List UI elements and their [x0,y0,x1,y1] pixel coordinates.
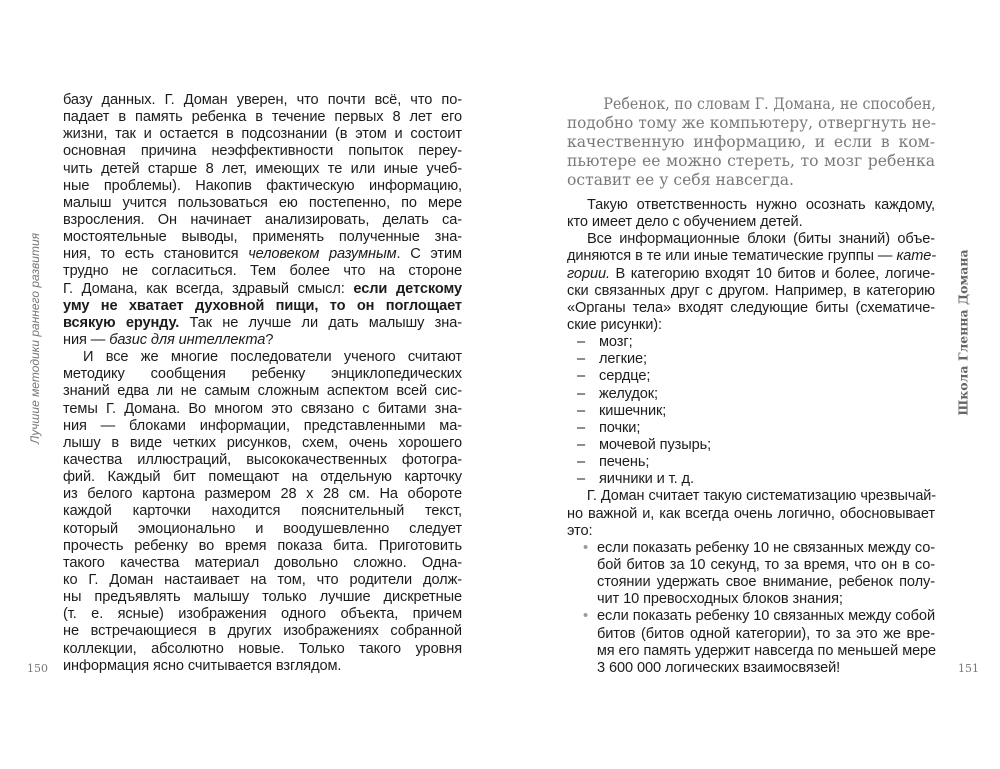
italic-text: базис для интеллекта [109,331,266,348]
text-segment: Все информационные блоки (биты знаний) объе- [587,231,935,248]
text-line [567,506,935,523]
text-segment: лышу в виде четких рисунков, схем, очень хорошего [63,434,462,451]
text-segment: ? [265,331,274,348]
bullet-item-continuation [567,591,935,608]
text-line [567,317,935,334]
text-segment: И все же многие последователи ученого считают [83,349,462,366]
text-segment: который эмоционально и воодушевленно следует [63,520,462,537]
text-segment: ния — [63,331,110,348]
list-item [567,351,935,368]
text-segment: почки; [599,419,641,436]
text-line [63,418,462,435]
text-line [63,486,462,503]
text-line [63,555,462,572]
text-segment: Такую ответственность нужно осознать каждому, [587,197,935,213]
text-line [63,126,462,143]
text-line [567,197,935,214]
bullet-icon: • [583,539,589,556]
text-segment: ния — блоками информации, представленными ма- [63,417,462,434]
text-line [63,589,462,606]
text-segment: Так не лучше ли дать малышу зна- [179,314,462,331]
text-segment: Г. Домана, как всегда, здравый смысл: [63,280,354,297]
text-segment: каждой карточки находится пояснительный текст, [63,503,462,520]
text-segment: ные проблемы). Накопив фактическую информацию, [63,177,462,194]
text-line [63,641,462,658]
text-segment: малыш учится пользоваться ею постепенно, по мере [63,194,462,211]
bullet-item-continuation [567,643,936,660]
text-line [63,143,462,160]
text-line [63,246,462,263]
text-segment: знаний едва ли не самым сложным аспектом всей сис- [63,383,462,400]
text-segment: кишечник; [599,402,667,419]
text-segment: яичники и т. д. [599,471,694,488]
list-item [567,420,935,437]
text-line [567,133,935,152]
text-line [63,383,462,400]
text-line [63,263,462,280]
text-segment: бой битов за 10 секунд, то за время, что он в со- [597,556,935,573]
bold-text: уму не хватает духовной пищи, то он поглощает [63,297,462,314]
text-segment: мя его память удержит навсегда по меньшей мере [596,642,936,659]
text-line [567,523,935,540]
text-segment: ские рисунки): [567,316,662,333]
text-segment: мостоятельные выводы, применять полученные зна- [63,229,462,246]
text-line [63,229,462,246]
text-line [567,95,936,114]
text-segment: чит 10 превосходных блоков знания; [597,591,843,608]
text-line [567,214,935,231]
list-item [567,471,935,488]
text-segment: прочесть ребенку во время показа бита. Приготовить [63,537,462,554]
text-line [567,488,936,505]
text-segment: 3 600 000 логических взаимосвязей! [597,659,841,676]
text-line [567,266,935,283]
bullet-item-continuation [567,660,935,677]
list-item [567,334,935,351]
text-segment: . С этим [396,246,462,263]
italic-text: гории. [567,265,610,282]
text-segment: коллекции, абсолютно новые. Только такого уровня [63,640,462,657]
list-item [567,437,935,454]
bullet-icon: • [583,608,589,625]
text-line [63,572,462,589]
text-segment: диняются в те или иные тематические группы — [567,248,897,265]
text-segment: (т. е. ясные) изображения одного объекта, причем [63,606,462,623]
italic-text: человеком разумным [248,246,397,263]
text-line [63,435,462,452]
text-line [63,178,462,195]
text-line [63,521,462,538]
text-segment: печень; [599,454,650,471]
text-segment: «Органы тела» входят следующие биты (схематиче- [567,299,935,316]
text-segment: трудно не согласиться. Тем более что на стороне [63,263,462,280]
list-item [567,368,935,385]
text-segment: темы Г. Домана. Во многом это связано с битами зна- [63,400,462,417]
text-line [63,469,462,486]
text-line [63,503,462,520]
text-segment: базу данных. Г. Доман уверен, что почти всё, что по- [63,92,462,108]
text-line [63,606,462,623]
text-line [63,315,462,332]
list-item [567,386,935,403]
page-number-right: 151 [958,662,979,675]
left-body-text [63,92,462,675]
text-segment: информация ясно считывается взглядом. [63,657,342,674]
text-segment: не встречающиеся в других изображениях собранной [63,623,462,640]
text-line [567,283,935,300]
text-line [63,109,462,126]
text-line [567,152,935,171]
text-line [63,195,462,212]
text-segment: чить детей старше 8 лет, имеющих те или иные учеб- [63,160,462,177]
text-segment: кто имеет дело с обучением детей. [567,214,803,231]
text-segment: но важной и, как всегда очень логично, обосновывает [567,505,935,522]
text-line [63,538,462,555]
list-item [567,454,935,471]
bold-text: если детскому [353,280,462,297]
text-segment: фий. Каждый бит помещают на отдельную карточку [63,469,462,486]
bullet-item-continuation [567,574,935,591]
text-line [567,248,936,265]
right-body-text [567,197,935,677]
running-head-right: Школа Гленна Домана [955,249,971,416]
bullet-item-continuation [567,626,935,643]
text-segment: качественную информацию, и если в ком- [567,133,935,151]
text-line [63,92,462,109]
text-segment: ны предъявлять малышу только лучшие дискретные [63,589,462,606]
text-segment: пьютере ее можно стереть, то мозг ребенка [567,152,935,170]
bullet-item [567,608,935,625]
text-line [63,452,462,469]
text-line [63,658,462,675]
text-line [63,366,462,383]
text-line [63,161,462,178]
bullet-item [567,540,935,557]
list-item [567,403,935,420]
text-segment: взросления. Он начинает анализировать, делать са- [63,211,462,228]
text-segment: такого качества материал довольно сложно. Одна- [63,554,462,571]
text-segment: желудок; [599,385,658,402]
text-line [567,300,935,317]
running-head-left: Лучшие методики раннего развития [28,232,42,444]
text-segment: это: [567,522,593,539]
text-segment: если показать ребенку 10 не связанных между со- [597,539,935,556]
text-segment: из белого картона размером 28 x 28 см. На обороте [63,486,462,503]
text-segment: если показать ребенку 10 связанных между собой [597,608,935,625]
text-segment: жизни, так и остается в подсознании (в этом и состоит [63,126,462,143]
text-line [567,171,935,190]
text-segment: сердце; [599,368,651,385]
text-line [63,401,462,418]
italic-text: кате- [896,248,936,265]
text-line [63,212,462,229]
text-segment: Г. Доман считает такую систематизацию чрезвычай- [586,488,936,505]
text-line [567,231,935,248]
text-segment: подобно тому же компьютеру, отвергнуть не- [567,114,936,132]
text-segment: ко Г. Доман настаивает на том, что родители долж- [63,571,462,588]
text-segment: основная причина неэффективности попыток переу- [63,143,462,160]
text-segment: мозг; [599,334,633,351]
text-segment: В категорию входят 10 битов и более, логиче- [609,265,935,282]
text-segment: падает в память ребенка в течение первых 8 лет его [63,109,462,126]
text-segment: ски связанных друг с другом. Например, в категорию [567,282,935,299]
text-line [567,114,936,133]
text-line [63,298,462,315]
bold-text: всякую ерунду. [63,314,180,331]
text-segment: битов (битов одной категории), то за это же вре- [597,625,935,642]
text-segment: оставит ее у себя навсегда. [567,171,794,189]
text-line [63,623,462,640]
bullet-item-continuation [567,557,935,574]
text-segment: стоянии удержать свое внимание, ребенок полу- [597,574,935,591]
text-line [63,281,462,298]
pull-quote [567,95,935,190]
text-segment: ния, то есть становится [63,246,249,263]
page-number-left: 150 [27,662,48,675]
text-segment: качества иллюстраций, высококачественных фотогра- [63,451,462,468]
text-segment: Ребенок, по словам Г. Домана, не способен, [603,95,936,113]
text-line [63,332,462,349]
text-segment: мочевой пузырь; [599,436,712,453]
text-segment: легкие; [599,351,647,368]
text-segment: методику сообщения ребенку энциклопедических [63,366,462,383]
text-line [63,349,462,366]
